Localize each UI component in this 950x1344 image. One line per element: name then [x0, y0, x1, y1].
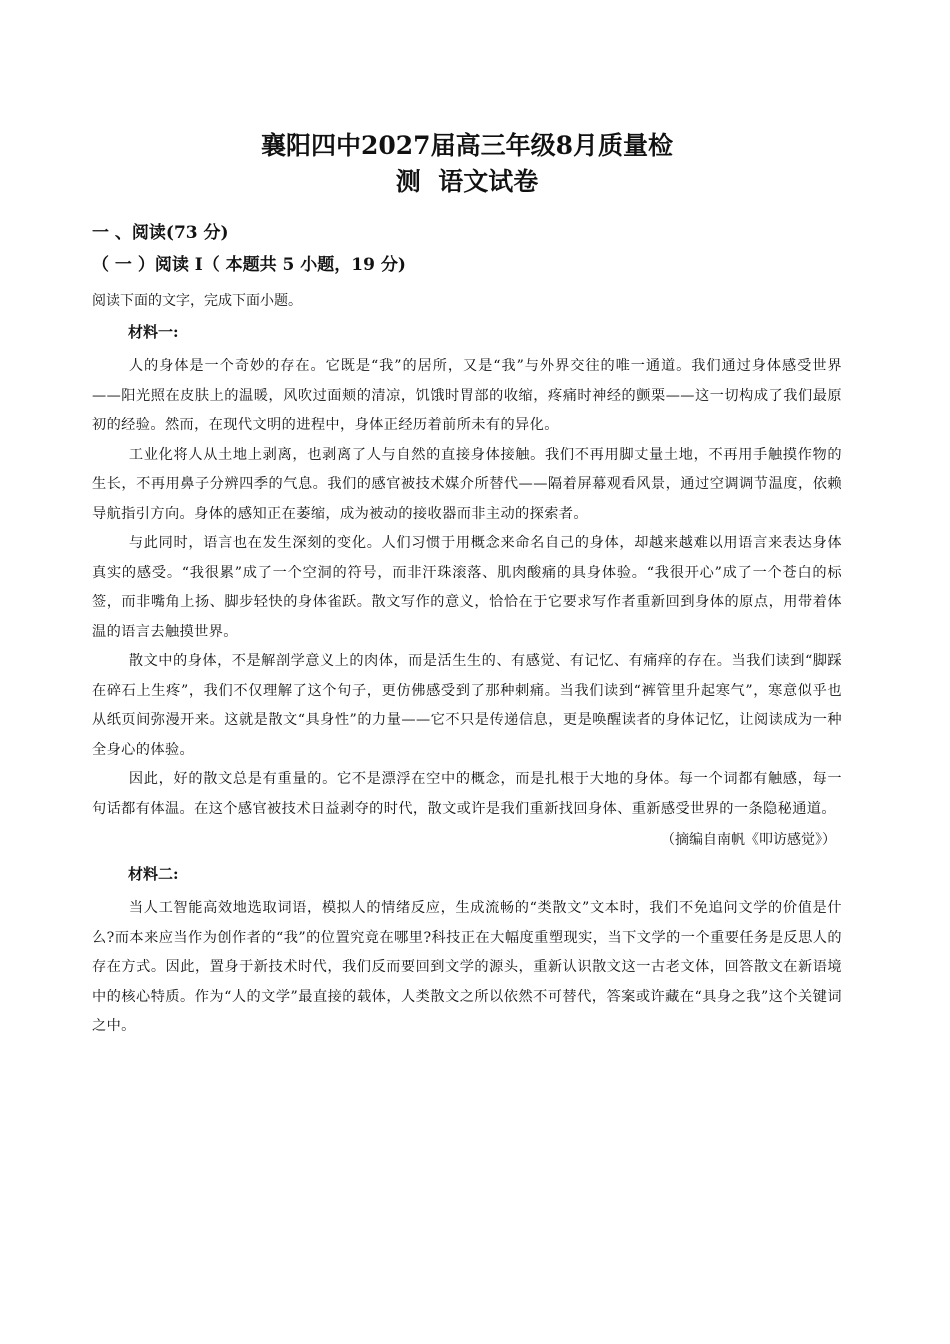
material1-label: 材料一:	[128, 323, 179, 341]
material1-paragraph: 散文中的身体，不是解剖学意义上的肉体，而是活生生的、有感觉、有记忆、有痛痒的存在。当我们读到“脚踩在碎石上生疼”，我们不仅理解了这个句子，更仿佛感受到了那种刺痛。当我们读到“裤管里升起寒气”，寒意似乎也从纸页间弥漫开来。这就是散文“具身性”的力量——它不只是传递信息，更是唤醒读者的身体记忆，让阅读成为一种全身心的体验。	[92, 653, 842, 758]
sub-heading: （ 一 ）阅读 I（ 本题共 5 小题，19 分)	[92, 255, 406, 275]
material2-paragraph: 当人工智能高效地选取词语，模拟人的情绪反应，生成流畅的“类散文”文本时，我们不免追问文学的价值是什么?而本来应当作为创作者的“我”的位置究竟在哪里?科技正在大幅度重塑现实，当下文学的一个重要任务是反思人的存在方式。因此，置身于新技术时代，我们反而要回到文学的源头，重新认识散文这一古老文体，回答散文在新语境中的核心特质。作为“人的文学”最直接的载体，人类散文之所以依然不可替代，答案或许藏在“具身之我”这个关键词之中。	[92, 900, 842, 1034]
material1-source: （摘编自南帆《叩访感觉》）	[661, 832, 836, 848]
material1-paragraph: 与此同时，语言也在发生深刻的变化。人们习惯于用概念来命名自己的身体，却越来越难以用语言来表达身体真实的感受。“我很累”成了一个空洞的符号，而非汗珠滚落、肌肉酸痛的具身体验。“我很开心”成了一个苍白的标签，而非嘴角上扬、脚步轻快的身体雀跃。散文写作的意义，恰恰在于它要求写作者重新回到身体的原点，用带着体温的语言去触摸世界。	[92, 535, 842, 640]
instruction-text: 阅读下面的文字，完成下面小题。	[92, 293, 302, 309]
exam-title-line1: 襄阳四中2027届高三年级8月质量检	[261, 131, 673, 160]
material1-paragraph: 工业化将人从土地上剥离，也剥离了人与自然的直接身体接触。我们不再用脚丈量土地，不再用手触摸作物的生长，不再用鼻子分辨四季的气息。我们的感官被技术媒介所替代——隔着屏幕观看风景，通过空调调节温度，依赖导航指引方向。身体的感知正在萎缩，成为被动的接收器而非主动的探索者。	[92, 446, 842, 522]
section-heading: 一 、阅读(73 分)	[92, 223, 229, 243]
material2-label: 材料二:	[128, 865, 179, 883]
exam-page	[92, 128, 842, 1042]
exam-title-line2: 测 语文试卷	[395, 167, 539, 196]
material1-paragraph: 因此，好的散文总是有重量的。它不是漂浮在空中的概念，而是扎根于大地的身体。每一个词都有触感，每一句话都有体温。在这个感官被技术日益剥夺的时代，散文或许是我们重新找回身体、重新感受世界的一条隐秘通道。	[92, 771, 842, 817]
material1-paragraph: 人的身体是一个奇妙的存在。它既是“我”的居所，又是“我”与外界交往的唯一通道。我们通过身体感受世界——阳光照在皮肤上的温暖，风吹过面颊的清凉，饥饿时胃部的收缩，疼痛时神经的颤栗——这一切构成了我们最原初的经验。然而，在现代文明的进程中，身体正经历着前所未有的异化。	[92, 358, 842, 433]
